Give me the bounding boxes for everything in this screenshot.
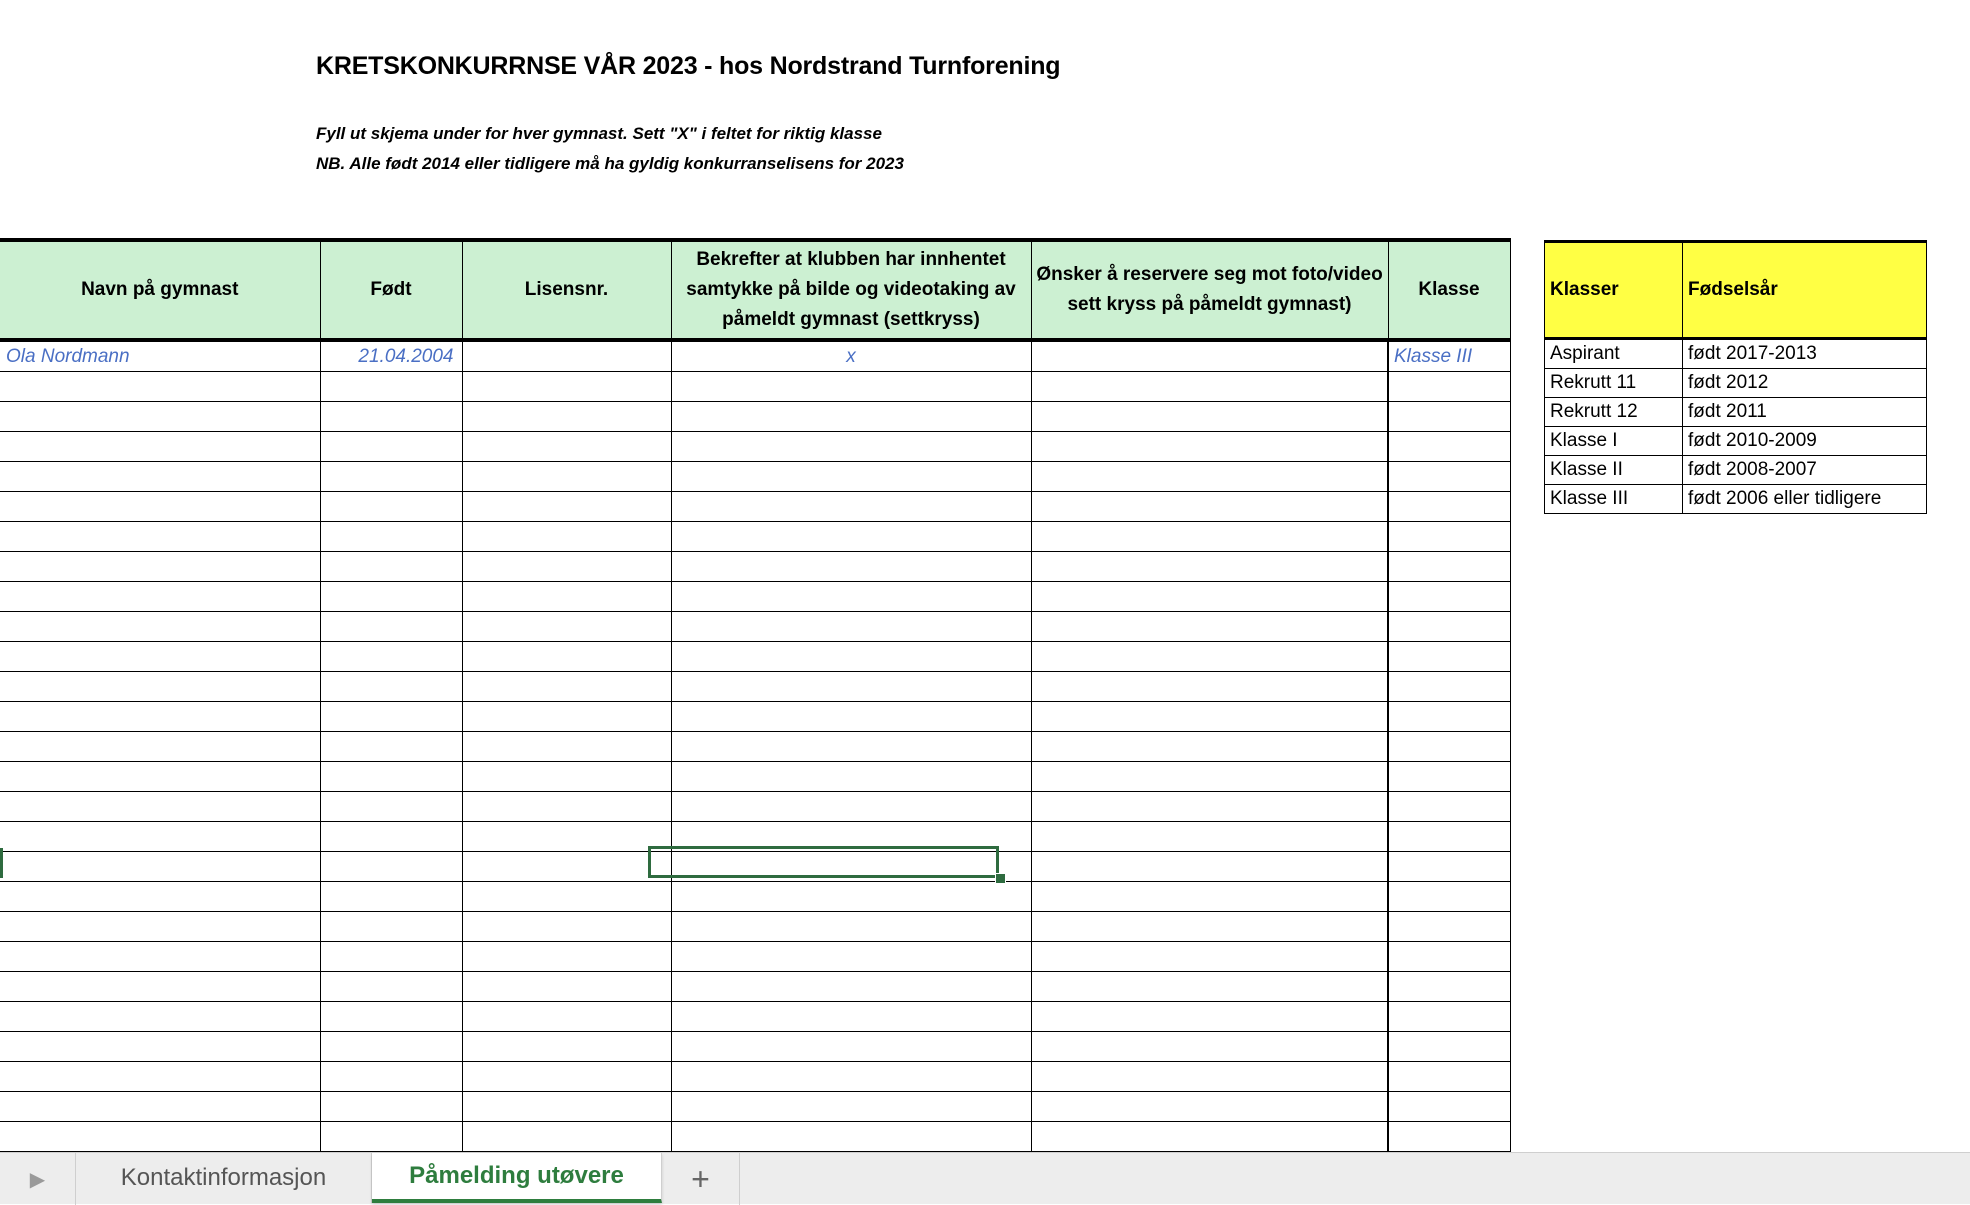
tab-kontaktinformasjon[interactable]: Kontaktinformasjon xyxy=(76,1153,372,1203)
empty-cell[interactable] xyxy=(1031,762,1388,792)
empty-cell[interactable] xyxy=(320,552,462,582)
instruction-line-2: NB. Alle født 2014 eller tidligere må ha gyldig konkurranselisens for 2023 xyxy=(316,154,904,173)
empty-cell[interactable] xyxy=(1031,522,1388,552)
table-row xyxy=(0,552,1510,582)
header-klasse[interactable]: Klasse xyxy=(1388,240,1510,340)
empty-cell[interactable] xyxy=(0,1092,320,1122)
empty-cell[interactable] xyxy=(1031,1062,1388,1092)
table-row xyxy=(0,852,1510,882)
class-years[interactable]: født 2011 xyxy=(1683,398,1927,427)
empty-cell[interactable] xyxy=(671,492,1031,522)
empty-cell[interactable] xyxy=(671,552,1031,582)
class-row xyxy=(1545,369,1927,398)
empty-cell[interactable] xyxy=(320,852,462,882)
empty-cell[interactable] xyxy=(462,672,671,702)
empty-cell[interactable] xyxy=(671,882,1031,912)
empty-cell[interactable] xyxy=(1388,1002,1510,1032)
header-samtykke[interactable]: Bekrefter at klubben har innhentet samtykke på bilde og videotaking av påmeldt gymnast (settkryss) xyxy=(671,240,1031,340)
empty-cell[interactable] xyxy=(671,792,1031,822)
class-years[interactable]: født 2017-2013 xyxy=(1683,339,1927,369)
empty-cell[interactable] xyxy=(1388,882,1510,912)
empty-cell[interactable] xyxy=(1031,732,1388,762)
sheet-tab-bar xyxy=(0,1152,1970,1204)
empty-cell[interactable] xyxy=(0,642,320,672)
empty-cell[interactable] xyxy=(1031,612,1388,642)
empty-cell[interactable] xyxy=(462,1002,671,1032)
sheet-title: KRETSKONKURRNSE VÅR 2023 - hos Nordstrand Turnforening xyxy=(316,52,1061,80)
empty-cell[interactable] xyxy=(1388,1122,1510,1152)
empty-cell[interactable] xyxy=(462,642,671,672)
empty-cell[interactable] xyxy=(462,852,671,882)
empty-cell[interactable] xyxy=(1031,552,1388,582)
empty-cell[interactable] xyxy=(671,582,1031,612)
empty-cell[interactable] xyxy=(0,882,320,912)
empty-cell[interactable] xyxy=(320,672,462,702)
empty-cell[interactable] xyxy=(1388,432,1510,462)
empty-cell[interactable] xyxy=(320,792,462,822)
empty-cell[interactable] xyxy=(320,1002,462,1032)
empty-cell[interactable] xyxy=(1031,582,1388,612)
empty-cell[interactable] xyxy=(0,492,320,522)
empty-cell[interactable] xyxy=(462,462,671,492)
row-cursor-marker xyxy=(0,848,3,878)
empty-cell[interactable] xyxy=(1388,462,1510,492)
empty-cell[interactable] xyxy=(1031,372,1388,402)
empty-cell[interactable] xyxy=(671,942,1031,972)
empty-cell[interactable] xyxy=(1388,822,1510,852)
empty-cell[interactable] xyxy=(671,852,1031,882)
empty-cell[interactable] xyxy=(0,942,320,972)
table-row xyxy=(0,1002,1510,1032)
empty-cell[interactable] xyxy=(462,882,671,912)
empty-cell[interactable] xyxy=(0,792,320,822)
table-row xyxy=(0,792,1510,822)
empty-cell[interactable] xyxy=(671,822,1031,852)
empty-cell[interactable] xyxy=(462,792,671,822)
empty-cell[interactable] xyxy=(671,1122,1031,1152)
empty-cell[interactable] xyxy=(0,552,320,582)
plus-icon[interactable]: + xyxy=(662,1153,740,1205)
empty-cell[interactable] xyxy=(671,462,1031,492)
empty-cell[interactable] xyxy=(320,492,462,522)
empty-cell[interactable] xyxy=(0,852,320,882)
empty-cell[interactable] xyxy=(671,1062,1031,1092)
empty-cell[interactable] xyxy=(0,372,320,402)
empty-cell[interactable] xyxy=(320,882,462,912)
empty-cell[interactable] xyxy=(1388,402,1510,432)
empty-cell[interactable] xyxy=(320,1122,462,1152)
empty-cell[interactable] xyxy=(462,612,671,642)
empty-cell[interactable] xyxy=(671,912,1031,942)
play-arrow-icon[interactable]: ▶ xyxy=(0,1153,76,1205)
empty-cell[interactable] xyxy=(462,942,671,972)
empty-cell[interactable] xyxy=(320,522,462,552)
empty-cell[interactable] xyxy=(462,1032,671,1062)
table-row xyxy=(0,522,1510,552)
header-fodt[interactable]: Født xyxy=(320,240,462,340)
empty-cell[interactable] xyxy=(1031,492,1388,522)
cell-lisens[interactable] xyxy=(462,340,671,372)
empty-cell[interactable] xyxy=(462,552,671,582)
empty-cell[interactable] xyxy=(1388,1062,1510,1092)
empty-cell[interactable] xyxy=(671,732,1031,762)
table-row xyxy=(0,732,1510,762)
empty-cell[interactable] xyxy=(0,522,320,552)
empty-cell[interactable] xyxy=(462,372,671,402)
empty-cell[interactable] xyxy=(0,1002,320,1032)
empty-cell[interactable] xyxy=(1031,672,1388,702)
fill-handle[interactable] xyxy=(995,873,1006,884)
empty-cell[interactable] xyxy=(671,402,1031,432)
empty-cell[interactable] xyxy=(320,972,462,1002)
cell-fodt[interactable]: 21.04.2004 xyxy=(320,340,462,372)
empty-cell[interactable] xyxy=(320,762,462,792)
class-row xyxy=(1545,485,1927,514)
empty-cell[interactable] xyxy=(0,732,320,762)
empty-cell[interactable] xyxy=(1388,792,1510,822)
header-navn[interactable]: Navn på gymnast xyxy=(0,240,320,340)
empty-cell[interactable] xyxy=(1031,972,1388,1002)
empty-cell[interactable] xyxy=(671,1002,1031,1032)
empty-cell[interactable] xyxy=(1031,702,1388,732)
class-name[interactable]: Rekrutt 11 xyxy=(1545,369,1683,398)
class-years[interactable]: født 2006 eller tidligere xyxy=(1683,485,1927,514)
empty-cell[interactable] xyxy=(671,522,1031,552)
empty-cell[interactable] xyxy=(671,642,1031,672)
empty-cell[interactable] xyxy=(1388,702,1510,732)
class-years[interactable]: født 2008-2007 xyxy=(1683,456,1927,485)
empty-cell[interactable] xyxy=(0,912,320,942)
table-row xyxy=(0,612,1510,642)
empty-cell[interactable] xyxy=(671,432,1031,462)
empty-cell[interactable] xyxy=(671,672,1031,702)
class-name[interactable]: Klasse II xyxy=(1545,456,1683,485)
empty-cell[interactable] xyxy=(320,1032,462,1062)
empty-cell[interactable] xyxy=(462,1062,671,1092)
empty-cell[interactable] xyxy=(320,582,462,612)
empty-cell[interactable] xyxy=(320,432,462,462)
table-row xyxy=(0,462,1510,492)
empty-cell[interactable] xyxy=(0,1122,320,1152)
empty-rows xyxy=(0,372,1510,1153)
header-reservere[interactable]: Ønsker å reservere seg mot foto/video sett kryss på påmeldt gymnast) xyxy=(1031,240,1388,340)
table-row xyxy=(0,702,1510,732)
empty-cell[interactable] xyxy=(320,942,462,972)
empty-cell[interactable] xyxy=(1388,552,1510,582)
empty-cell[interactable] xyxy=(671,372,1031,402)
empty-cell[interactable] xyxy=(462,1122,671,1152)
empty-cell[interactable] xyxy=(1388,1092,1510,1122)
empty-cell[interactable] xyxy=(1388,972,1510,1002)
table-row xyxy=(0,372,1510,402)
empty-cell[interactable] xyxy=(0,612,320,642)
cell-samtykke[interactable]: x xyxy=(671,340,1031,372)
table-row xyxy=(0,912,1510,942)
empty-cell[interactable] xyxy=(462,492,671,522)
table-row xyxy=(0,822,1510,852)
empty-cell[interactable] xyxy=(0,972,320,1002)
class-name[interactable]: Aspirant xyxy=(1545,339,1683,369)
empty-cell[interactable] xyxy=(1388,372,1510,402)
empty-cell[interactable] xyxy=(671,762,1031,792)
table-row xyxy=(0,642,1510,672)
table-row xyxy=(0,492,1510,522)
classes-reference-table xyxy=(1544,240,1927,514)
empty-cell[interactable] xyxy=(0,462,320,492)
cell-klasse[interactable]: Klasse III xyxy=(1388,340,1510,372)
empty-cell[interactable] xyxy=(320,462,462,492)
empty-cell[interactable] xyxy=(0,1062,320,1092)
instruction-line-1: Fyll ut skjema under for hver gymnast. Sett "X" i feltet for riktig klasse xyxy=(316,124,882,143)
empty-cell[interactable] xyxy=(1031,1002,1388,1032)
empty-cell[interactable] xyxy=(1388,672,1510,702)
empty-cell[interactable] xyxy=(320,912,462,942)
table-row xyxy=(0,1122,1510,1152)
cell-reservere[interactable] xyxy=(1031,340,1388,372)
table-row xyxy=(0,942,1510,972)
class-row xyxy=(1545,398,1927,427)
empty-cell[interactable] xyxy=(0,1032,320,1062)
registration-table xyxy=(0,238,1511,1152)
class-name[interactable]: Klasse III xyxy=(1545,485,1683,514)
empty-cell[interactable] xyxy=(462,582,671,612)
empty-cell[interactable] xyxy=(320,402,462,432)
empty-cell[interactable] xyxy=(1388,642,1510,672)
empty-cell[interactable] xyxy=(1031,882,1388,912)
empty-cell[interactable] xyxy=(0,822,320,852)
empty-cell[interactable] xyxy=(671,972,1031,1002)
class-name[interactable]: Rekrutt 12 xyxy=(1545,398,1683,427)
empty-cell[interactable] xyxy=(462,702,671,732)
table-row xyxy=(0,1062,1510,1092)
empty-cell[interactable] xyxy=(1388,732,1510,762)
header-klasser[interactable]: Klasser xyxy=(1545,242,1683,339)
table-row xyxy=(0,582,1510,612)
empty-cell[interactable] xyxy=(1031,852,1388,882)
header-lisens[interactable]: Lisensnr. xyxy=(462,240,671,340)
empty-cell[interactable] xyxy=(1031,1122,1388,1152)
empty-cell[interactable] xyxy=(1031,792,1388,822)
empty-cell[interactable] xyxy=(1388,1032,1510,1062)
class-row xyxy=(1545,339,1927,369)
empty-cell[interactable] xyxy=(671,1032,1031,1062)
empty-cell[interactable] xyxy=(1031,402,1388,432)
empty-cell[interactable] xyxy=(320,1062,462,1092)
table-row xyxy=(0,972,1510,1002)
table-row xyxy=(0,762,1510,792)
class-row xyxy=(1545,427,1927,456)
empty-cell[interactable] xyxy=(320,822,462,852)
empty-cell[interactable] xyxy=(1031,942,1388,972)
empty-cell[interactable] xyxy=(1031,642,1388,672)
table-header-row xyxy=(0,240,1510,340)
table-row xyxy=(0,882,1510,912)
empty-cell[interactable] xyxy=(671,612,1031,642)
empty-cell[interactable] xyxy=(1031,1092,1388,1122)
empty-cell[interactable] xyxy=(462,762,671,792)
empty-cell[interactable] xyxy=(462,732,671,762)
class-row xyxy=(1545,456,1927,485)
class-name[interactable]: Klasse I xyxy=(1545,427,1683,456)
empty-cell[interactable] xyxy=(0,402,320,432)
empty-cell[interactable] xyxy=(320,642,462,672)
empty-cell[interactable] xyxy=(320,372,462,402)
empty-cell[interactable] xyxy=(0,672,320,702)
empty-cell[interactable] xyxy=(1388,492,1510,522)
example-row xyxy=(0,340,1510,372)
class-years[interactable]: født 2012 xyxy=(1683,369,1927,398)
empty-cell[interactable] xyxy=(1031,462,1388,492)
empty-cell[interactable] xyxy=(462,432,671,462)
table-row xyxy=(0,402,1510,432)
empty-cell[interactable] xyxy=(1388,852,1510,882)
table-row xyxy=(0,1032,1510,1062)
empty-cell[interactable] xyxy=(1031,1032,1388,1062)
empty-cell[interactable] xyxy=(320,732,462,762)
table-row xyxy=(0,1092,1510,1122)
empty-cell[interactable] xyxy=(462,522,671,552)
empty-cell[interactable] xyxy=(1388,582,1510,612)
empty-cell[interactable] xyxy=(671,1092,1031,1122)
table-row xyxy=(0,432,1510,462)
empty-cell[interactable] xyxy=(0,762,320,792)
empty-cell[interactable] xyxy=(1388,942,1510,972)
classes-header-row xyxy=(1545,242,1927,339)
empty-cell[interactable] xyxy=(320,612,462,642)
empty-cell[interactable] xyxy=(320,1092,462,1122)
tab-pamelding-utovere[interactable]: Påmelding utøvere xyxy=(372,1153,662,1203)
empty-cell[interactable] xyxy=(0,582,320,612)
class-years[interactable]: født 2010-2009 xyxy=(1683,427,1927,456)
empty-cell[interactable] xyxy=(1388,612,1510,642)
empty-cell[interactable] xyxy=(462,1092,671,1122)
empty-cell[interactable] xyxy=(1388,522,1510,552)
header-fodselsar[interactable]: Fødselsår xyxy=(1683,242,1927,339)
empty-cell[interactable] xyxy=(462,402,671,432)
empty-cell[interactable] xyxy=(671,702,1031,732)
table-row xyxy=(0,672,1510,702)
empty-cell[interactable] xyxy=(462,972,671,1002)
empty-cell[interactable] xyxy=(462,912,671,942)
empty-cell[interactable] xyxy=(462,822,671,852)
empty-cell[interactable] xyxy=(1031,822,1388,852)
cell-navn[interactable]: Ola Nordmann xyxy=(0,340,320,372)
empty-cell[interactable] xyxy=(0,702,320,732)
empty-cell[interactable] xyxy=(1388,912,1510,942)
empty-cell[interactable] xyxy=(1388,762,1510,792)
empty-cell[interactable] xyxy=(1031,432,1388,462)
empty-cell[interactable] xyxy=(1031,912,1388,942)
empty-cell[interactable] xyxy=(320,702,462,732)
empty-cell[interactable] xyxy=(0,432,320,462)
